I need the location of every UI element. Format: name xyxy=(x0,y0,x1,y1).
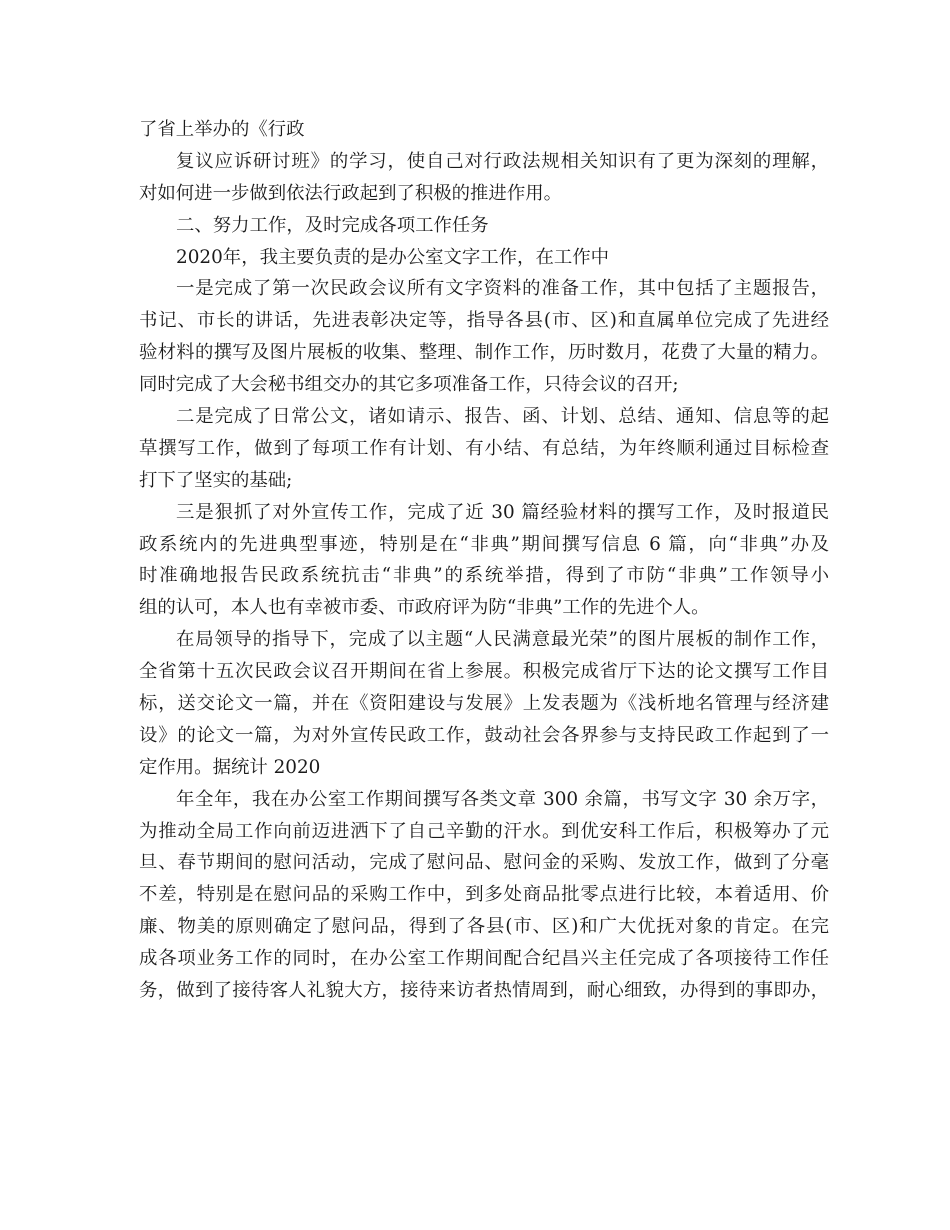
text-line: 复议应诉研讨班》的学习，使自己对行政法规相关知识有了更为深刻的理解， xyxy=(176,150,829,172)
text-line: 定作用。据统计 2020 xyxy=(139,756,321,778)
text-line: 三是狠抓了对外宣传工作，完成了近 30 篇经验材料的撰写工作，及时报道民 xyxy=(176,501,829,523)
text-line: 组的认可，本人也有幸被市委、市政府评为防“非典”工作的先进个人。 xyxy=(139,597,710,619)
text-line: 对如何进一步做到依法行政起到了积极的推进作用。 xyxy=(139,182,562,204)
text-line: 旦、春节期间的慰问活动，完成了慰问品、慰问金的采购、发放工作，做到了分毫 xyxy=(139,852,829,874)
text-line: 一是完成了第一次民政会议所有文字资料的准备工作，其中包括了主题报告， xyxy=(176,278,829,300)
text-line: 打下了坚实的基础; xyxy=(139,469,293,491)
text-line: 不差，特别是在慰问品的采购工作中，到多处商品批零点进行比较，本着适用、价 xyxy=(139,884,829,906)
text-line: 年全年，我在办公室工作期间撰写各类文章 300 余篇，书写文字 30 余万字， xyxy=(176,788,829,810)
text-line: 2020年，我主要负责的是办公室文字工作，在工作中 xyxy=(176,246,610,268)
text-line: 政系统内的先进典型事迹，特别是在“非典”期间撰写信息 6 篇，向“非典”办及 xyxy=(139,533,829,555)
text-line: 标，送交论文一篇，并在《资阳建设与发展》上发表题为《浅析地名管理与经济建 xyxy=(139,693,829,715)
text-line: 二是完成了日常公文，诸如请示、报告、函、计划、总结、通知、信息等的起 xyxy=(176,406,829,428)
text-line: 时准确地报告民政系统抗击“非典”的系统举措，得到了市防“非典”工作领导小 xyxy=(139,565,829,587)
text-line: 为推动全局工作向前迈进洒下了自己辛勤的汗水。到优安科工作后，积极筹办了元 xyxy=(139,820,829,842)
text-line: 二、努力工作，及时完成各项工作任务 xyxy=(176,214,489,236)
text-line: 廉、物美的原则确定了慰问品，得到了各县(市、区)和广大优抚对象的肯定。在完 xyxy=(139,916,829,938)
text-line: 务，做到了接待客人礼貌大方，接待来访者热情周到，耐心细致，办得到的事即办， xyxy=(139,980,829,1002)
text-line: 设》的论文一篇，为对外宣传民政工作，鼓动社会各界参与支持民政工作起到了一 xyxy=(139,724,829,746)
text-line: 在局领导的指导下，完成了以主题“人民满意最光荣”的图片展板的制作工作， xyxy=(176,629,829,651)
text-line: 验材料的撰写及图片展板的收集、整理、制作工作，历时数月，花费了大量的精力。 xyxy=(139,342,829,364)
text-line: 草撰写工作，做到了每项工作有计划、有小结、有总结，为年终顺利通过目标检查 xyxy=(139,437,829,459)
text-line: 同时完成了大会秘书组交办的其它多项准备工作，只待会议的召开; xyxy=(139,374,679,396)
text-line: 全省第十五次民政会议召开期间在省上参展。积极完成省厅下达的论文撰写工作目 xyxy=(139,661,829,683)
document-body xyxy=(139,114,829,1007)
text-line: 了省上举办的《行政 xyxy=(139,119,305,140)
text-line: 书记、市长的讲话，先进表彰决定等，指导各县(市、区)和直属单位完成了先进经 xyxy=(139,310,829,332)
text-line: 成各项业务工作的同时，在办公室工作期间配合纪昌兴主任完成了各项接待工作任 xyxy=(139,948,829,970)
